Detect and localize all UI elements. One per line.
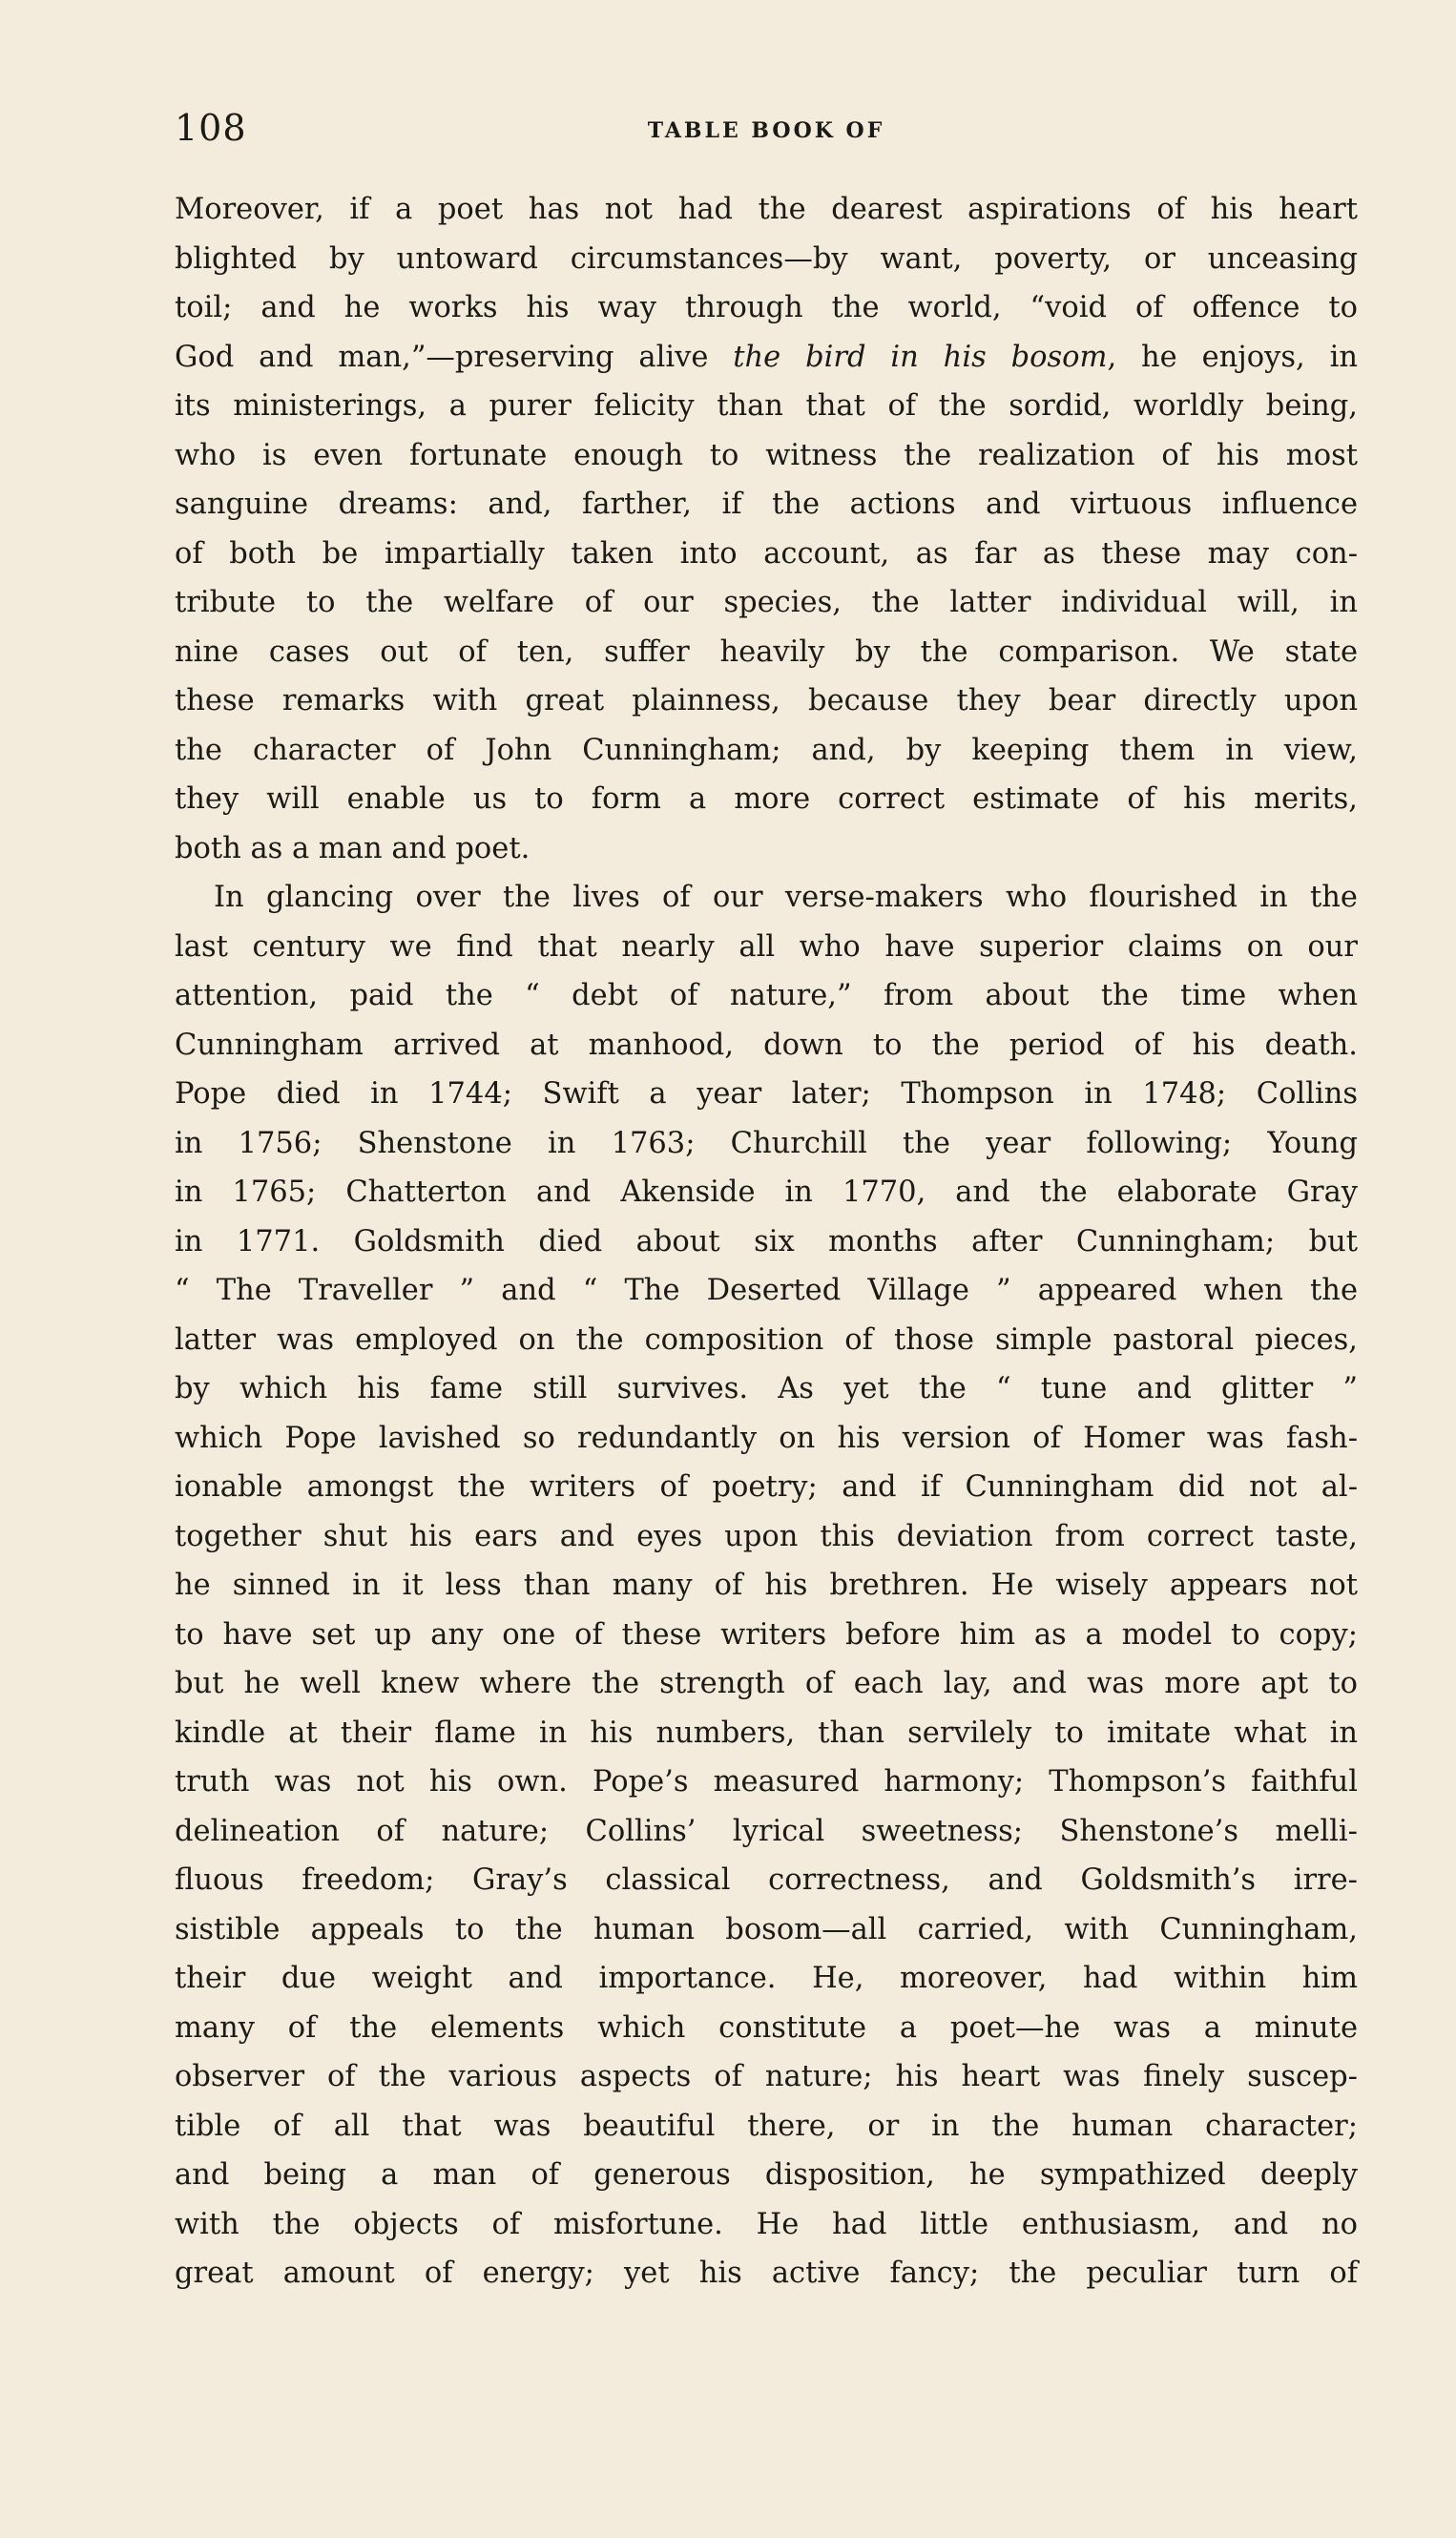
text-line: tribute to the welfare of our species, the latter individual will, in (175, 586, 1358, 619)
text-line: and being a man of generous disposition, he sympathized deeply (175, 2158, 1358, 2192)
text-line: the character of John Cunningham; and, by keeping them in view, (175, 733, 1358, 767)
text-line: God and man,”—preserving alive the bird in his bosom, he enjoys, in (175, 340, 1358, 374)
text-line: in 1756; Shenstone in 1763; Churchill the year following; Young (175, 1126, 1358, 1160)
text-line: Cunningham arrived at manhood, down to the period of his death. (175, 1028, 1358, 1062)
text-line: he sinned in it less than many of his brethren. He wisely appears not (175, 1569, 1358, 1602)
text-line: latter was employed on the composition of those simple pastoral pieces, (175, 1322, 1358, 1357)
text-line: which Pope lavished so redundantly on his version of Homer was fash- (175, 1421, 1358, 1455)
italic-phrase: the bird in his bosom (733, 340, 1108, 374)
text-line: they will enable us to form a more correct estimate of his merits, (175, 782, 1358, 816)
text-line: their due weight and importance. He, moreover, had within him (175, 1962, 1358, 1995)
text-line: who is even fortunate enough to witness the realization of his most (175, 438, 1358, 472)
text-line: in 1771. Goldsmith died about six months after Cunningham; but (175, 1224, 1358, 1259)
text-line: attention, paid the “ debt of nature,” from about the time when (175, 979, 1358, 1012)
text-line: great amount of energy; yet his active fancy; the peculiar turn of (175, 2257, 1358, 2290)
text-line: delineation of nature; Collins’ lyrical sweetness; Shenstone’s melli- (175, 1814, 1358, 1848)
running-head (175, 107, 1358, 155)
text-line: tible of all that was beautiful there, or in the human character; (175, 2109, 1358, 2143)
page-number: 108 (175, 107, 247, 149)
running-head-title: TABLE BOOK OF (647, 118, 885, 143)
text-line: of both be impartially taken into account, as far as these may con- (175, 536, 1358, 571)
text-line: sistible appeals to the human bosom—all carried, with Cunningham, (175, 1912, 1358, 1946)
paragraph-end-line: both as a man and poet. (175, 831, 530, 865)
text-line: these remarks with great plainness, because they bear directly upon (175, 684, 1358, 718)
text-line: together shut his ears and eyes upon this deviation from correct taste, (175, 1519, 1358, 1553)
text-line: toil; and he works his way through the world, “void of offence to (175, 291, 1358, 324)
text-line: last century we find that nearly all who have superior claims on our (175, 929, 1358, 964)
text-line: fluous freedom; Gray’s classical correctness, and Goldsmith’s irre- (175, 1863, 1358, 1897)
text-line: Pope died in 1744; Swift a year later; Thompson in 1748; Collins (175, 1077, 1358, 1111)
text-line: observer of the various aspects of nature; his heart was finely suscep- (175, 2060, 1358, 2093)
text-line: truth was not his own. Pope’s measured harmony; Thompson’s faithful (175, 1765, 1358, 1799)
text-line: ionable amongst the writers of poetry; and if Cunningham did not al- (175, 1470, 1358, 1504)
text-line: “ The Traveller ” and “ The Deserted Village ” appeared when the (175, 1274, 1358, 1307)
text-line: Moreover, if a poet has not had the dearest aspirations of his heart (175, 193, 1358, 226)
text-line: with the objects of misfortune. He had little enthusiasm, and no (175, 2207, 1358, 2241)
text-line: blighted by untoward circumstances—by want, poverty, or unceasing (175, 241, 1358, 276)
text-line: to have set up any one of these writers before him as a model to copy; (175, 1617, 1358, 1652)
text-line: in 1765; Chatterton and Akenside in 1770, and the elaborate Gray (175, 1175, 1358, 1209)
text-line: sanguine dreams: and, farther, if the actions and virtuous influence (175, 488, 1358, 521)
body-text (175, 185, 1358, 2299)
text-line: nine cases out of ten, suffer heavily by the comparison. We state (175, 634, 1358, 669)
text-line: many of the elements which constitute a poet—he was a minute (175, 2010, 1358, 2045)
text-line: kindle at their flame in his numbers, than servilely to imitate what in (175, 1716, 1358, 1750)
text-line: its ministerings, a purer felicity than that of the sordid, worldly being, (175, 389, 1358, 423)
text-line: but he well knew where the strength of each lay, and was more apt to (175, 1667, 1358, 1700)
text-line: by which his fame still survives. As yet the “ tune and glitter ” (175, 1372, 1358, 1405)
paragraph-start-line: In glancing over the lives of our verse-makers who flourished in the (214, 881, 1358, 914)
